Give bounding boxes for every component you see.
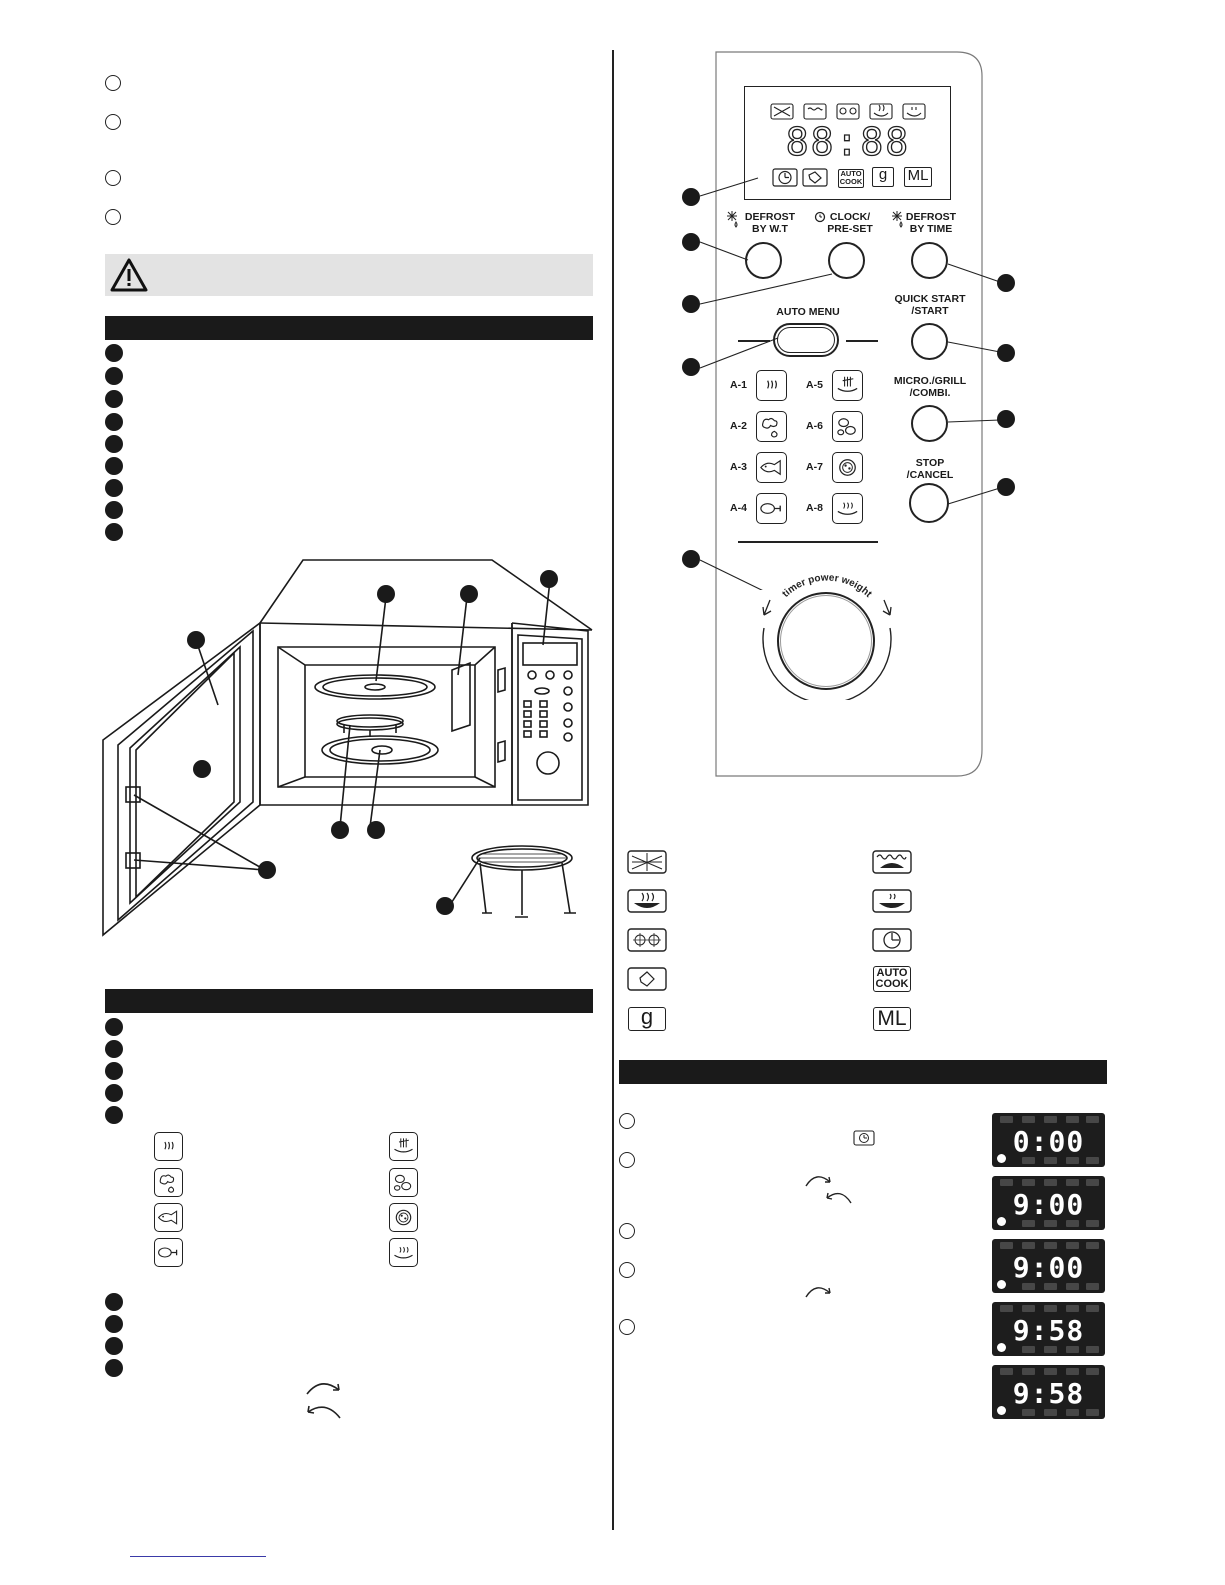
warning-box: [105, 254, 593, 296]
panel-callout-micro: [997, 410, 1015, 428]
callout-coupler: [367, 821, 385, 839]
auto-label-a8: A-8: [806, 502, 823, 514]
column-divider: [612, 50, 614, 1530]
step-marker-1: [105, 75, 121, 91]
panel-callout-auto-menu: [682, 358, 700, 376]
clock-step-1: [619, 1113, 635, 1129]
lcd-screen-4: [992, 1302, 1105, 1356]
rotate-counterclockwise-icon: [300, 1398, 344, 1422]
step-marker-4: [105, 209, 121, 225]
legend-auto-cook-box: AUTO COOK: [873, 966, 911, 992]
auto-label-a7: A-7: [806, 461, 823, 473]
auto-label-a3: A-3: [730, 461, 747, 473]
footer-link-underline: [130, 1556, 266, 1557]
callout-window: [460, 585, 478, 603]
label-defrost-by-time: DEFROST BY TIME: [905, 211, 957, 235]
callout-panel: [540, 570, 558, 588]
label-defrost-by-weight: DEFROST BY W.T: [744, 211, 796, 235]
display-auto-cook: AUTO COOK: [839, 169, 863, 186]
label-stop-cancel: STOP /CANCEL: [906, 457, 954, 481]
lcd-digits-3: 9:00: [1012, 1251, 1085, 1284]
section-header-bar-2: [105, 989, 593, 1013]
section-header-bar-3: [619, 1060, 1107, 1084]
auto-label-a6: A-6: [806, 420, 823, 432]
step-marker-2: [105, 114, 121, 130]
auto-icon-4: [154, 1238, 183, 1267]
control-dial[interactable]: [777, 592, 875, 690]
lcd-screen-3: [992, 1239, 1105, 1293]
callout-door: [187, 631, 205, 649]
label-quick-start: QUICK START /START: [894, 293, 966, 317]
label-clock-preset: CLOCK/ PRE-SET: [827, 211, 873, 235]
callout-latches: [258, 861, 276, 879]
display-ml: ML: [904, 167, 932, 187]
panel-callout-dial: [682, 550, 700, 568]
defrost-legend-icon: [626, 926, 670, 954]
dial-label: timer power weight: [780, 572, 874, 600]
label-auto-menu: AUTO MENU: [776, 306, 840, 318]
legend-gram-box: g: [628, 1007, 666, 1031]
lcd-screen-5: [992, 1365, 1105, 1419]
clock-inline-icon: [853, 1130, 875, 1146]
auto-label-a5: A-5: [806, 379, 823, 391]
auto-label-a2: A-2: [730, 420, 747, 432]
panel-callout-defrost-time: [997, 274, 1015, 292]
panel-callout-clock: [682, 295, 700, 313]
display-gram: g: [872, 167, 894, 187]
display-digits: 88:88: [785, 120, 911, 164]
auto-icon-3: [154, 1203, 183, 1232]
callout-door-window: [193, 760, 211, 778]
lcd-digits-5: 9:58: [1012, 1377, 1085, 1410]
clock-step-4: [619, 1262, 635, 1278]
rotate-left-icon: [822, 1186, 854, 1206]
step-marker-3: [105, 170, 121, 186]
lcd-digits-4: 9:58: [1012, 1314, 1085, 1347]
microwave-icon: [626, 848, 670, 876]
timer-icon: [871, 926, 915, 954]
label-micro-grill: MICRO./GRILL /COMBI.: [893, 375, 967, 399]
panel-callout-defrost-wt: [682, 233, 700, 251]
combi-icon: [626, 887, 670, 915]
rotate-right-icon-2: [803, 1281, 835, 1301]
panel-callout-stop: [997, 478, 1015, 496]
clock-step-3: [619, 1223, 635, 1239]
callout-rack: [436, 897, 454, 915]
auto-icon-2: [154, 1168, 183, 1197]
clock-step-2: [619, 1152, 635, 1168]
auto-label-a4: A-4: [730, 502, 747, 514]
section-header-bar-1: [105, 316, 593, 340]
legend-ml-box: ML: [873, 1007, 911, 1031]
auto-icon-1: [154, 1132, 183, 1161]
callout-ring: [331, 821, 349, 839]
lcd-screen-2: [992, 1176, 1105, 1230]
lcd-digits-1: 0:00: [1012, 1125, 1085, 1158]
clock-step-5: [619, 1319, 635, 1335]
callout-plate: [377, 585, 395, 603]
panel-callout-lines: [680, 170, 1020, 590]
lcd-screen-1: [992, 1113, 1105, 1167]
auto-icon-5: [389, 1132, 418, 1161]
auto-icon-6: [389, 1168, 418, 1197]
auto-icon-7: [389, 1203, 418, 1232]
rotate-clockwise-icon: [303, 1376, 347, 1400]
weight-mode-icon: [626, 965, 670, 993]
grill-icon: [871, 848, 915, 876]
warning-icon: [109, 257, 149, 293]
auto-label-a1: A-1: [730, 379, 747, 391]
steam-icon: [871, 887, 915, 915]
microwave-illustration: [100, 555, 600, 950]
panel-callout-display: [682, 188, 700, 206]
panel-callout-start: [997, 344, 1015, 362]
auto-icon-8: [389, 1238, 418, 1267]
lcd-digits-2: 9:00: [1012, 1188, 1085, 1221]
